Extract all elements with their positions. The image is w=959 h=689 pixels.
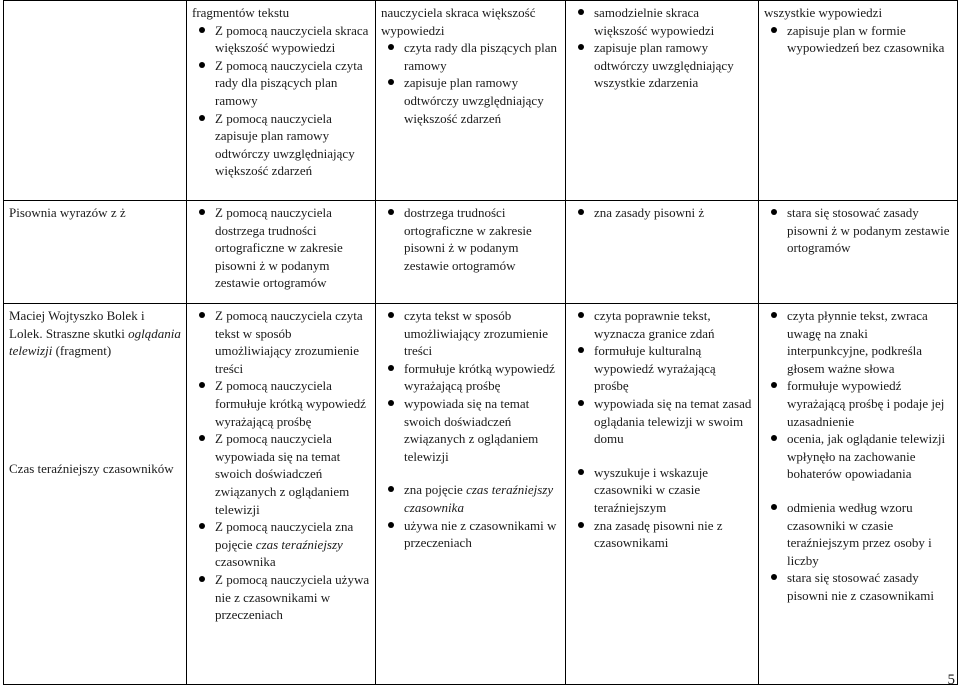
requirement-cell	[376, 304, 566, 685]
bullet-item	[192, 110, 370, 180]
bullet-item	[381, 307, 560, 360]
topic-text: Pisownia wyrazów z ż	[9, 205, 126, 220]
table-row	[4, 304, 958, 685]
item-text: samodzielnie skraca większość wypowiedzi	[594, 5, 715, 38]
bullet-item	[764, 377, 952, 430]
bullet-item	[192, 22, 370, 57]
requirement-cell	[187, 201, 376, 304]
bullet-item	[571, 464, 753, 517]
bullet-item	[571, 307, 753, 342]
topic-text: oglądania telewizji	[9, 325, 181, 359]
item-text: nauczyciela skraca większość wypowiedzi	[381, 5, 536, 38]
subject-cell	[4, 201, 187, 304]
bullet-item	[764, 430, 952, 483]
requirement-cell	[187, 304, 376, 685]
item-text: wyszukuje i wskazuje czasowniki w czasie teraźniejszym	[594, 464, 709, 515]
item-text: dostrzega trudności ortograficzne w zakresie pisowni ż w podanym zestawie ortogramów	[404, 205, 532, 273]
item-text: formułuje krótką wypowiedź wyrażającą prośbę	[404, 360, 555, 394]
bullet-item	[764, 307, 952, 377]
requirement-cell	[566, 1, 759, 201]
item-text: zna zasadę pisowni nie z czasownikami	[594, 517, 723, 551]
bullet-item	[764, 569, 952, 604]
item-text: Z pomocą nauczyciela czyta rady dla piszących plan ramowy	[215, 57, 363, 108]
item-text: czyta tekst w sposób umożliwiający zrozumienie treści	[404, 308, 549, 359]
requirement-cell	[376, 1, 566, 201]
bullet-item	[381, 360, 560, 395]
bullet-item	[192, 377, 370, 430]
bullet-item	[571, 39, 753, 92]
bullet-item	[571, 204, 753, 222]
item-text: fragmentów tekstu	[192, 5, 290, 20]
topic-text: Maciej Wojtyszko Bolek i Lolek. Straszne skutki	[9, 308, 145, 341]
item-text: stara się stosować zasady pisowni nie z czasownikami	[787, 570, 934, 603]
bullet-item	[764, 22, 952, 57]
bullet-item	[571, 395, 753, 448]
criteria-table	[3, 0, 958, 685]
item-text: Z pomocą nauczyciela formułuje krótką wypowiedź wyrażającą prośbę	[215, 378, 366, 429]
subject-cell	[4, 1, 187, 201]
requirement-cell	[566, 304, 759, 685]
table-row	[4, 201, 958, 304]
bullet-item	[192, 307, 370, 377]
bullet-item	[571, 4, 753, 39]
bullet-item	[381, 517, 560, 552]
item-text: odmienia według wzoru czasowniki w czasie teraźniejszym przez osoby i liczby	[787, 499, 932, 568]
item-text: czyta płynnie tekst, zwraca uwagę na znaki interpunkcyjne, podkreśla głosem ważne słowa	[787, 308, 928, 376]
bullet-item	[381, 74, 560, 127]
text-line	[764, 4, 952, 22]
bullet-item	[192, 57, 370, 110]
item-text: ocenia, jak oglądanie telewizji wpłynęło na zachowanie bohaterów opowiadania	[787, 431, 946, 482]
requirement-cell	[759, 201, 958, 304]
bullet-item	[381, 39, 560, 74]
requirement-cell	[759, 304, 958, 685]
bullet-item	[764, 204, 952, 257]
bullet-item	[381, 204, 560, 274]
text-line	[381, 4, 560, 39]
bullet-item	[192, 571, 370, 624]
item-text-tail: czasownika	[215, 554, 276, 570]
item-text: Z pomocą nauczyciela zna pojęcie	[215, 519, 354, 552]
requirement-cell	[376, 201, 566, 304]
item-text: zapisuje plan ramowy odtwórczy uwzględniający większość zdarzeń	[404, 75, 544, 126]
bullet-item	[192, 518, 370, 571]
page-number: 5	[947, 672, 955, 688]
item-text: formułuje kulturalną wypowiedź wyrażającą prośbę	[594, 343, 716, 394]
bullet-item	[571, 342, 753, 395]
item-text: zna pojęcie	[404, 482, 467, 498]
requirement-cell	[187, 1, 376, 201]
item-text: Z pomocą nauczyciela wypowiada się na temat swoich doświadczeń związanych z oglądaniem telewizji	[215, 431, 350, 517]
item-text: stara się stosować zasady pisowni ż w podanym zestawie ortogramów	[787, 205, 950, 256]
bullet-item	[381, 395, 560, 465]
subject-cell	[4, 304, 187, 685]
lesson-topic	[9, 204, 181, 222]
item-text: zna zasady pisowni ż	[594, 205, 705, 220]
item-text: Z pomocą nauczyciela zapisuje plan ramowy odtwórczy uwzględniający większość zdarzeń	[215, 110, 355, 179]
item-text: czyta rady dla piszących plan ramowy	[404, 40, 558, 73]
item-text: zapisuje plan ramowy odtwórczy uwzględniający wszystkie zdarzenia	[594, 40, 734, 91]
requirement-cell	[566, 201, 759, 304]
item-term: czas teraźniejszy	[255, 536, 343, 552]
item-text: Z pomocą nauczyciela skraca większość wypowiedzi	[215, 22, 369, 56]
item-text: używa nie z czasownikami w przeczeniach	[404, 517, 557, 551]
item-text: wypowiada się na temat zasad oglądania telewizji w swoim domu	[594, 395, 752, 447]
item-text: wszystkie wypowiedzi	[764, 5, 883, 20]
table-row	[4, 1, 958, 201]
grammar-topic: Czas teraźniejszy czasowników	[9, 460, 174, 476]
lesson-topic	[9, 307, 181, 360]
text-line	[192, 4, 370, 22]
item-text: czyta poprawnie tekst, wyznacza granice zdań	[594, 308, 715, 341]
requirement-cell	[759, 1, 958, 201]
item-text: zapisuje plan w formie wypowiedzeń bez czasownika	[787, 22, 945, 56]
bullet-item	[381, 481, 560, 516]
item-text: formułuje wypowiedź wyrażającą prośbę i podaje jej uzasadnienie	[787, 378, 945, 429]
item-text: Z pomocą nauczyciela używa nie z czasownikami w przeczeniach	[215, 571, 370, 623]
bullet-item	[192, 204, 370, 292]
bullet-item	[192, 430, 370, 518]
topic-text: (fragment)	[52, 343, 112, 359]
item-term: czas teraźniejszy czasownika	[404, 482, 554, 515]
bullet-item	[571, 517, 753, 552]
table-body	[4, 1, 958, 685]
item-text: Z pomocą nauczyciela dostrzega trudności ortograficzne w zakresie pisowni ż w podanym zestawie ortogramów	[215, 205, 343, 291]
item-text: Z pomocą nauczyciela czyta tekst w sposób umożliwiający zrozumienie treści	[215, 308, 363, 376]
bullet-item	[764, 499, 952, 569]
item-text: wypowiada się na temat swoich doświadczeń związanych z oglądaniem telewizji	[404, 395, 539, 464]
